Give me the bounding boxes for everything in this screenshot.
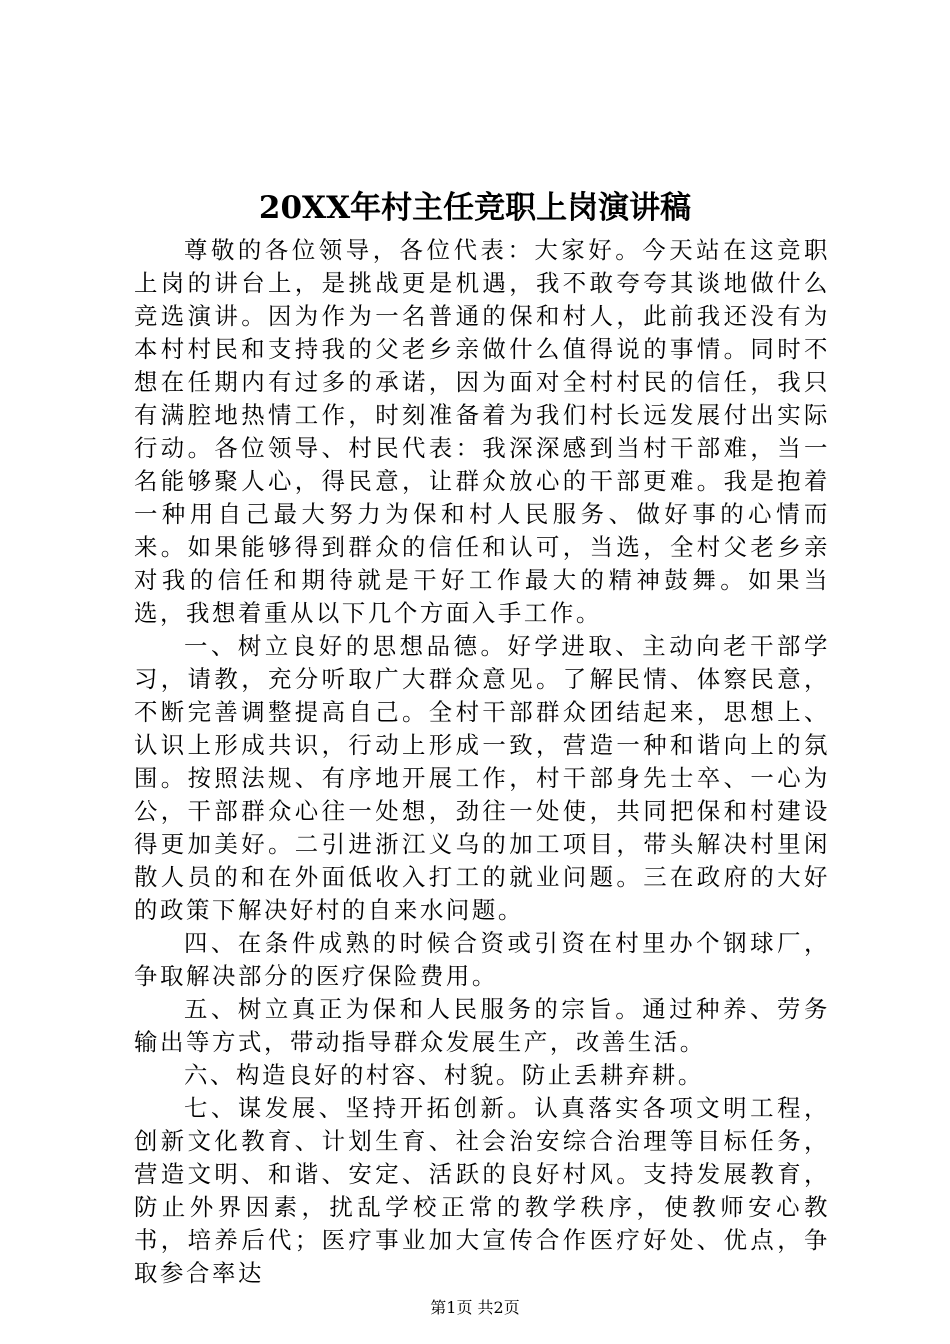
paragraph-intro: 尊敬的各位领导，各位代表：大家好。今天站在这竞职上岗的讲台上，是挑战更是机遇，我不敢夸夸其谈地做什么竞选演讲。因为作为一名普通的保和村人，此前我还没有为本村村民和支持我的父老乡亲做什么值得说的事情。同时不想在任期内有过多的承诺，因为面对全村村民的信任，我只有满腔地热情工作，时刻准备着为我们村长远发展付出实际行动。各位领导、村民代表：我深深感到当村干部难，当一名能够聚人心，得民意，让群众放心的干部更难。我是抱着一种用自己最大努力为保和村人民服务、做好事的心情而来。如果能够得到群众的信任和认可，当选，全村父老乡亲对我的信任和期待就是干好工作最大的精神鼓舞。如果当选，我想着重从以下几个方面入手工作。	[134, 236, 830, 627]
document-body	[134, 234, 830, 1290]
paragraph-item-7: 七、谋发展、坚持开拓创新。认真落实各项文明工程，创新文化教育、计划生育、社会治安综合治理等目标任务，营造文明、和谐、安定、活跃的良好村风。支持发展教育，防止外界因素，扰乱学校正常的教学秩序，使教师安心教书，培养后代；医疗事业加大宣传合作医疗好处、优点，争取参合率达	[134, 1094, 830, 1287]
paragraph-item-1: 一、树立良好的思想品德。好学进取、主动向老干部学习，请教，充分听取广大群众意见。了解民情、体察民意，不断完善调整提高自己。全村干部群众团结起来，思想上、认识上形成共识，行动上形成一致，营造一种和谐向上的氛围。按照法规、有序地开展工作，村干部身先士卒、一心为公，干部群众心往一处想，劲往一处使，共同把保和村建设得更加美好。二引进浙江义乌的加工项目，带头解决村里闲散人员的和在外面低收入打工的就业问题。三在政府的大好的政策下解决好村的自来水问题。	[134, 632, 830, 924]
paragraph-item-5: 五、树立真正为保和人民服务的宗旨。通过种养、劳务输出等方式，带动指导群众发展生产，改善生活。	[134, 995, 830, 1056]
paragraph-item-4: 四、在条件成熟的时候合资或引资在村里办个钢球厂，争取解决部分的医疗保险费用。	[134, 929, 830, 990]
document-title: 20XX年村主任竞职上岗演讲稿	[258, 190, 692, 226]
page-footer: 第1页 共2页	[430, 1298, 520, 1317]
paragraph-item-6: 六、构造良好的村容、村貌。防止丢耕弃耕。	[184, 1061, 704, 1089]
